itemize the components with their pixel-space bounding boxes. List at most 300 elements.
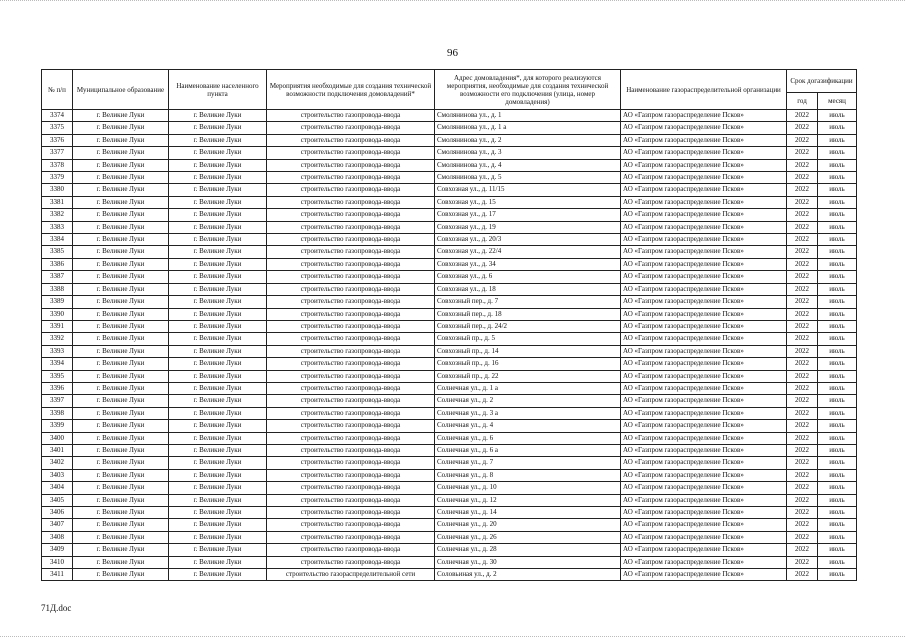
cell-measure: строительство газопровода-ввода [267, 444, 435, 456]
cell-year: 2022 [787, 370, 818, 382]
cell-month: июль [818, 246, 857, 258]
cell-month: июль [818, 469, 857, 481]
cell-month: июль [818, 184, 857, 196]
table-row [42, 221, 857, 233]
table-row [42, 110, 857, 122]
cell-measure: строительство газопровода-ввода [267, 184, 435, 196]
cell-settlement: г. Великие Луки [169, 519, 267, 531]
cell-measure: строительство газопровода-ввода [267, 556, 435, 568]
cell-year: 2022 [787, 172, 818, 184]
cell-settlement: г. Великие Луки [169, 159, 267, 171]
cell-num: 3389 [42, 296, 73, 308]
cell-month: июль [818, 296, 857, 308]
cell-year: 2022 [787, 258, 818, 270]
cell-measure: строительство газопровода-ввода [267, 258, 435, 270]
cell-num: 3396 [42, 382, 73, 394]
cell-municipality: г. Великие Луки [73, 544, 169, 556]
cell-year: 2022 [787, 320, 818, 332]
cell-measure: строительство газопровода-ввода [267, 469, 435, 481]
cell-year: 2022 [787, 122, 818, 134]
cell-year: 2022 [787, 184, 818, 196]
cell-settlement: г. Великие Луки [169, 271, 267, 283]
cell-address: Совхозная ул., д. 6 [435, 271, 621, 283]
cell-settlement: г. Великие Луки [169, 556, 267, 568]
cell-measure: строительство газопровода-ввода [267, 172, 435, 184]
cell-address: Совхозный пер., д. 7 [435, 296, 621, 308]
cell-org: АО «Газпром газораспределение Псков» [621, 469, 787, 481]
cell-settlement: г. Великие Луки [169, 184, 267, 196]
table-row [42, 482, 857, 494]
cell-year: 2022 [787, 531, 818, 543]
cell-num: 3374 [42, 110, 73, 122]
cell-org: АО «Газпром газораспределение Псков» [621, 457, 787, 469]
table-row [42, 246, 857, 258]
cell-measure: строительство газопровода-ввода [267, 382, 435, 394]
cell-address: Смолянинова ул., д. 3 [435, 147, 621, 159]
cell-measure: строительство газопровода-ввода [267, 544, 435, 556]
cell-org: АО «Газпром газораспределение Псков» [621, 110, 787, 122]
table-row [42, 345, 857, 357]
cell-address: Солнечная ул., д. 8 [435, 469, 621, 481]
cell-measure: строительство газопровода-ввода [267, 147, 435, 159]
table-row [42, 382, 857, 394]
scan-top-edge [0, 0, 905, 2]
cell-municipality: г. Великие Луки [73, 482, 169, 494]
cell-address: Смолянинова ул., д. 5 [435, 172, 621, 184]
cell-num: 3400 [42, 432, 73, 444]
cell-year: 2022 [787, 494, 818, 506]
header-term: Срок догазификации [787, 70, 857, 93]
cell-settlement: г. Великие Луки [169, 395, 267, 407]
cell-month: июль [818, 196, 857, 208]
cell-settlement: г. Великие Луки [169, 569, 267, 581]
cell-municipality: г. Великие Луки [73, 420, 169, 432]
cell-year: 2022 [787, 432, 818, 444]
cell-municipality: г. Великие Луки [73, 246, 169, 258]
cell-month: июль [818, 569, 857, 581]
cell-address: Совхозная ул., д. 19 [435, 221, 621, 233]
cell-month: июль [818, 283, 857, 295]
cell-measure: строительство газопровода-ввода [267, 134, 435, 146]
cell-settlement: г. Великие Луки [169, 110, 267, 122]
table-row [42, 271, 857, 283]
cell-address: Совхозная ул., д. 22/4 [435, 246, 621, 258]
cell-municipality: г. Великие Луки [73, 320, 169, 332]
cell-org: АО «Газпром газораспределение Псков» [621, 147, 787, 159]
cell-settlement: г. Великие Луки [169, 382, 267, 394]
cell-org: АО «Газпром газораспределение Псков» [621, 432, 787, 444]
cell-num: 3384 [42, 234, 73, 246]
cell-month: июль [818, 556, 857, 568]
cell-municipality: г. Великие Луки [73, 110, 169, 122]
cell-settlement: г. Великие Луки [169, 122, 267, 134]
cell-measure: строительство газопровода-ввода [267, 283, 435, 295]
cell-address: Солнечная ул., д. 3 а [435, 407, 621, 419]
cell-municipality: г. Великие Луки [73, 134, 169, 146]
cell-measure: строительство газопровода-ввода [267, 110, 435, 122]
cell-settlement: г. Великие Луки [169, 531, 267, 543]
cell-num: 3381 [42, 196, 73, 208]
cell-address: Солнечная ул., д. 7 [435, 457, 621, 469]
cell-year: 2022 [787, 333, 818, 345]
cell-year: 2022 [787, 271, 818, 283]
cell-address: Совхозный пр., д. 5 [435, 333, 621, 345]
cell-org: АО «Газпром газораспределение Псков» [621, 246, 787, 258]
cell-settlement: г. Великие Луки [169, 507, 267, 519]
cell-num: 3378 [42, 159, 73, 171]
cell-num: 3376 [42, 134, 73, 146]
header-measure: Мероприятия необходимые для создания технической возможности подключения домовладений* [267, 70, 435, 110]
cell-municipality: г. Великие Луки [73, 234, 169, 246]
header-num: № п/п [42, 70, 73, 110]
cell-address: Солнечная ул., д. 12 [435, 494, 621, 506]
cell-month: июль [818, 395, 857, 407]
cell-year: 2022 [787, 209, 818, 221]
cell-year: 2022 [787, 444, 818, 456]
cell-month: июль [818, 320, 857, 332]
cell-year: 2022 [787, 382, 818, 394]
cell-month: июль [818, 544, 857, 556]
table-row [42, 122, 857, 134]
cell-num: 3411 [42, 569, 73, 581]
cell-month: июль [818, 482, 857, 494]
cell-municipality: г. Великие Луки [73, 407, 169, 419]
cell-settlement: г. Великие Луки [169, 209, 267, 221]
table-row [42, 134, 857, 146]
cell-month: июль [818, 271, 857, 283]
cell-month: июль [818, 308, 857, 320]
table-header [42, 70, 857, 110]
cell-measure: строительство газопровода-ввода [267, 196, 435, 208]
table-row [42, 308, 857, 320]
cell-org: АО «Газпром газораспределение Псков» [621, 172, 787, 184]
cell-month: июль [818, 531, 857, 543]
cell-settlement: г. Великие Луки [169, 147, 267, 159]
cell-settlement: г. Великие Луки [169, 333, 267, 345]
cell-address: Смолянинова ул., д. 2 [435, 134, 621, 146]
cell-org: АО «Газпром газораспределение Псков» [621, 196, 787, 208]
cell-address: Совхозная ул., д. 11/15 [435, 184, 621, 196]
table-row [42, 420, 857, 432]
table-row [42, 184, 857, 196]
cell-num: 3408 [42, 531, 73, 543]
cell-year: 2022 [787, 407, 818, 419]
cell-measure: строительство газопровода-ввода [267, 507, 435, 519]
cell-measure: строительство газопровода-ввода [267, 308, 435, 320]
cell-address: Совхозная ул., д. 18 [435, 283, 621, 295]
cell-year: 2022 [787, 134, 818, 146]
cell-org: АО «Газпром газораспределение Псков» [621, 122, 787, 134]
cell-num: 3407 [42, 519, 73, 531]
cell-num: 3404 [42, 482, 73, 494]
table-body [42, 110, 857, 581]
cell-settlement: г. Великие Луки [169, 407, 267, 419]
cell-measure: строительство газопровода-ввода [267, 271, 435, 283]
cell-num: 3387 [42, 271, 73, 283]
header-year: год [787, 93, 818, 110]
cell-measure: строительство газопровода-ввода [267, 407, 435, 419]
table-row [42, 172, 857, 184]
cell-num: 3405 [42, 494, 73, 506]
cell-settlement: г. Великие Луки [169, 196, 267, 208]
cell-org: АО «Газпром газораспределение Псков» [621, 134, 787, 146]
cell-month: июль [818, 172, 857, 184]
cell-settlement: г. Великие Луки [169, 283, 267, 295]
cell-address: Солнечная ул., д. 2 [435, 395, 621, 407]
cell-month: июль [818, 519, 857, 531]
cell-municipality: г. Великие Луки [73, 531, 169, 543]
cell-num: 3386 [42, 258, 73, 270]
cell-measure: строительство газопровода-ввода [267, 370, 435, 382]
cell-address: Солнечная ул., д. 6 а [435, 444, 621, 456]
cell-year: 2022 [787, 308, 818, 320]
cell-num: 3401 [42, 444, 73, 456]
gasification-table [41, 69, 857, 581]
cell-month: июль [818, 345, 857, 357]
cell-municipality: г. Великие Луки [73, 258, 169, 270]
cell-year: 2022 [787, 196, 818, 208]
cell-org: АО «Газпром газораспределение Псков» [621, 159, 787, 171]
cell-address: Солнечная ул., д. 30 [435, 556, 621, 568]
cell-settlement: г. Великие Луки [169, 308, 267, 320]
cell-settlement: г. Великие Луки [169, 134, 267, 146]
cell-settlement: г. Великие Луки [169, 221, 267, 233]
cell-address: Смолянинова ул., д. 4 [435, 159, 621, 171]
cell-municipality: г. Великие Луки [73, 494, 169, 506]
cell-year: 2022 [787, 358, 818, 370]
cell-month: июль [818, 507, 857, 519]
table-row [42, 147, 857, 159]
cell-org: АО «Газпром газораспределение Псков» [621, 420, 787, 432]
cell-month: июль [818, 147, 857, 159]
cell-measure: строительство газопровода-ввода [267, 345, 435, 357]
cell-settlement: г. Великие Луки [169, 246, 267, 258]
cell-measure: строительство газопровода-ввода [267, 209, 435, 221]
cell-settlement: г. Великие Луки [169, 258, 267, 270]
header-org: Наименование газораспределительной организации [621, 70, 787, 110]
cell-measure: строительство газопровода-ввода [267, 234, 435, 246]
cell-municipality: г. Великие Луки [73, 507, 169, 519]
cell-month: июль [818, 159, 857, 171]
cell-year: 2022 [787, 296, 818, 308]
cell-address: Совхозная ул., д. 17 [435, 209, 621, 221]
table-row [42, 234, 857, 246]
cell-org: АО «Газпром газораспределение Псков» [621, 333, 787, 345]
cell-org: АО «Газпром газораспределение Псков» [621, 494, 787, 506]
table-row [42, 556, 857, 568]
table-row [42, 296, 857, 308]
cell-address: Соловьиная ул., д. 2 [435, 569, 621, 581]
cell-measure: строительство газопровода-ввода [267, 494, 435, 506]
cell-address: Совхозный пр., д. 22 [435, 370, 621, 382]
cell-year: 2022 [787, 507, 818, 519]
cell-num: 3380 [42, 184, 73, 196]
cell-measure: строительство газопровода-ввода [267, 246, 435, 258]
cell-settlement: г. Великие Луки [169, 420, 267, 432]
cell-settlement: г. Великие Луки [169, 457, 267, 469]
cell-month: июль [818, 494, 857, 506]
table-row [42, 159, 857, 171]
cell-org: АО «Газпром газораспределение Псков» [621, 283, 787, 295]
cell-municipality: г. Великие Луки [73, 172, 169, 184]
cell-org: АО «Газпром газораспределение Псков» [621, 320, 787, 332]
cell-num: 3392 [42, 333, 73, 345]
table-row [42, 544, 857, 556]
cell-municipality: г. Великие Луки [73, 196, 169, 208]
cell-num: 3385 [42, 246, 73, 258]
cell-num: 3394 [42, 358, 73, 370]
table-row [42, 507, 857, 519]
table-row [42, 333, 857, 345]
cell-num: 3395 [42, 370, 73, 382]
cell-month: июль [818, 209, 857, 221]
header-month: месяц [818, 93, 857, 110]
cell-org: АО «Газпром газораспределение Псков» [621, 519, 787, 531]
cell-year: 2022 [787, 147, 818, 159]
table-row [42, 196, 857, 208]
cell-num: 3402 [42, 457, 73, 469]
cell-measure: строительство газопровода-ввода [267, 432, 435, 444]
cell-address: Совхозный пр., д. 16 [435, 358, 621, 370]
cell-year: 2022 [787, 159, 818, 171]
cell-settlement: г. Великие Луки [169, 482, 267, 494]
cell-municipality: г. Великие Луки [73, 519, 169, 531]
table-row [42, 320, 857, 332]
cell-measure: строительство газопровода-ввода [267, 457, 435, 469]
cell-org: АО «Газпром газораспределение Псков» [621, 407, 787, 419]
cell-org: АО «Газпром газораспределение Псков» [621, 271, 787, 283]
cell-year: 2022 [787, 544, 818, 556]
cell-municipality: г. Великие Луки [73, 271, 169, 283]
cell-address: Солнечная ул., д. 10 [435, 482, 621, 494]
cell-org: АО «Газпром газораспределение Псков» [621, 345, 787, 357]
cell-municipality: г. Великие Луки [73, 147, 169, 159]
cell-num: 3377 [42, 147, 73, 159]
cell-municipality: г. Великие Луки [73, 333, 169, 345]
table-row [42, 432, 857, 444]
cell-org: АО «Газпром газораспределение Псков» [621, 370, 787, 382]
cell-municipality: г. Великие Луки [73, 569, 169, 581]
cell-month: июль [818, 370, 857, 382]
cell-year: 2022 [787, 246, 818, 258]
cell-measure: строительство газопровода-ввода [267, 333, 435, 345]
cell-settlement: г. Великие Луки [169, 345, 267, 357]
cell-year: 2022 [787, 420, 818, 432]
cell-address: Солнечная ул., д. 26 [435, 531, 621, 543]
cell-measure: строительство газораспределительной сети [267, 569, 435, 581]
cell-measure: строительство газопровода-ввода [267, 122, 435, 134]
cell-municipality: г. Великие Луки [73, 457, 169, 469]
cell-month: июль [818, 444, 857, 456]
cell-municipality: г. Великие Луки [73, 296, 169, 308]
cell-num: 3382 [42, 209, 73, 221]
cell-month: июль [818, 333, 857, 345]
cell-org: АО «Газпром газораспределение Псков» [621, 507, 787, 519]
cell-address: Совхозная ул., д. 20/3 [435, 234, 621, 246]
cell-org: АО «Газпром газораспределение Псков» [621, 184, 787, 196]
cell-month: июль [818, 221, 857, 233]
cell-num: 3388 [42, 283, 73, 295]
cell-municipality: г. Великие Луки [73, 382, 169, 394]
cell-org: АО «Газпром газораспределение Псков» [621, 234, 787, 246]
cell-measure: строительство газопровода-ввода [267, 482, 435, 494]
header-settlement: Наименование населенного пункта [169, 70, 267, 110]
cell-municipality: г. Великие Луки [73, 221, 169, 233]
cell-num: 3403 [42, 469, 73, 481]
cell-month: июль [818, 122, 857, 134]
cell-org: АО «Газпром газораспределение Псков» [621, 395, 787, 407]
cell-measure: строительство газопровода-ввода [267, 159, 435, 171]
cell-org: АО «Газпром газораспределение Псков» [621, 296, 787, 308]
cell-year: 2022 [787, 234, 818, 246]
cell-org: АО «Газпром газораспределение Псков» [621, 556, 787, 568]
cell-address: Солнечная ул., д. 14 [435, 507, 621, 519]
cell-municipality: г. Великие Луки [73, 432, 169, 444]
cell-num: 3390 [42, 308, 73, 320]
cell-measure: строительство газопровода-ввода [267, 395, 435, 407]
table-row [42, 395, 857, 407]
table-row [42, 283, 857, 295]
cell-month: июль [818, 407, 857, 419]
cell-municipality: г. Великие Луки [73, 308, 169, 320]
cell-org: АО «Газпром газораспределение Псков» [621, 258, 787, 270]
cell-month: июль [818, 420, 857, 432]
cell-municipality: г. Великие Луки [73, 283, 169, 295]
cell-settlement: г. Великие Луки [169, 494, 267, 506]
table-row [42, 569, 857, 581]
cell-year: 2022 [787, 556, 818, 568]
cell-municipality: г. Великие Луки [73, 469, 169, 481]
cell-settlement: г. Великие Луки [169, 432, 267, 444]
table-row [42, 469, 857, 481]
cell-year: 2022 [787, 482, 818, 494]
cell-settlement: г. Великие Луки [169, 544, 267, 556]
cell-address: Совхозная ул., д. 15 [435, 196, 621, 208]
cell-municipality: г. Великие Луки [73, 358, 169, 370]
cell-address: Смолянинова ул., д. 1 [435, 110, 621, 122]
cell-address: Солнечная ул., д. 4 [435, 420, 621, 432]
cell-municipality: г. Великие Луки [73, 209, 169, 221]
cell-municipality: г. Великие Луки [73, 395, 169, 407]
cell-num: 3399 [42, 420, 73, 432]
cell-num: 3409 [42, 544, 73, 556]
cell-settlement: г. Великие Луки [169, 172, 267, 184]
cell-municipality: г. Великие Луки [73, 159, 169, 171]
cell-num: 3379 [42, 172, 73, 184]
cell-month: июль [818, 358, 857, 370]
cell-org: АО «Газпром газораспределение Псков» [621, 482, 787, 494]
cell-month: июль [818, 234, 857, 246]
cell-address: Смолянинова ул., д. 1 а [435, 122, 621, 134]
cell-month: июль [818, 110, 857, 122]
cell-org: АО «Газпром газораспределение Псков» [621, 209, 787, 221]
cell-year: 2022 [787, 469, 818, 481]
cell-address: Совхозный пер., д. 24/2 [435, 320, 621, 332]
cell-measure: строительство газопровода-ввода [267, 420, 435, 432]
table-row [42, 370, 857, 382]
cell-address: Солнечная ул., д. 1 а [435, 382, 621, 394]
cell-measure: строительство газопровода-ввода [267, 320, 435, 332]
table-row [42, 457, 857, 469]
cell-num: 3410 [42, 556, 73, 568]
cell-org: АО «Газпром газораспределение Псков» [621, 308, 787, 320]
cell-month: июль [818, 258, 857, 270]
footer-filename: 71Д.doc [41, 603, 72, 613]
cell-org: АО «Газпром газораспределение Псков» [621, 544, 787, 556]
cell-num: 3398 [42, 407, 73, 419]
cell-month: июль [818, 457, 857, 469]
cell-num: 3393 [42, 345, 73, 357]
